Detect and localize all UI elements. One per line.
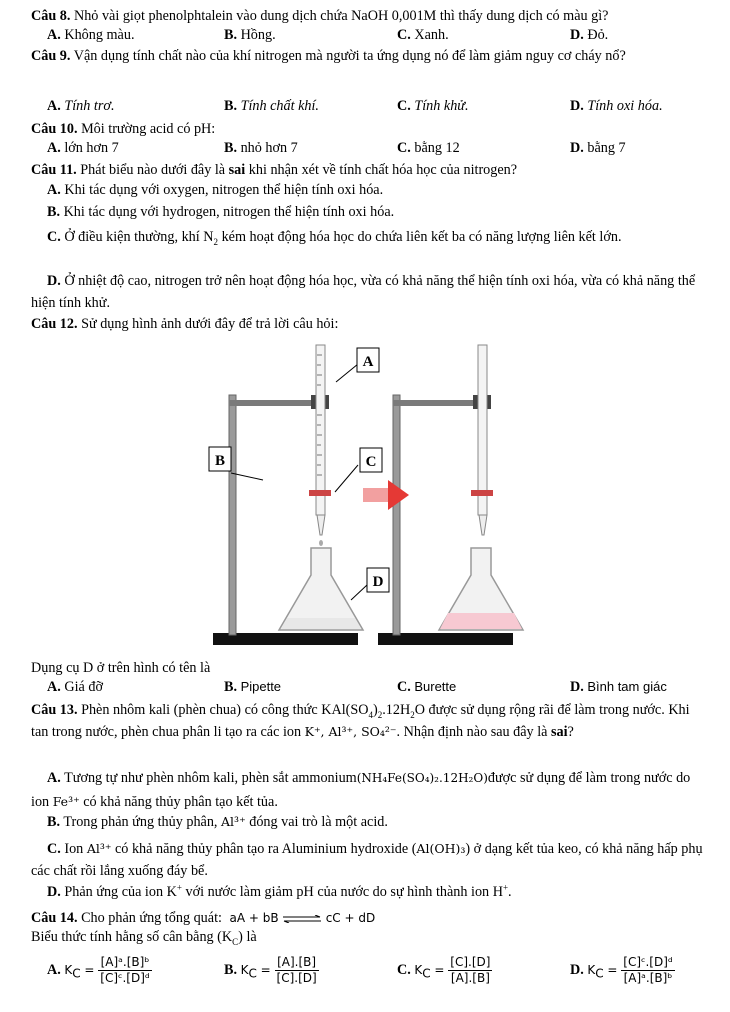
option-text: bằng 7 — [587, 140, 626, 156]
statement-key: A. — [47, 182, 61, 198]
stand-rod-right — [393, 395, 400, 635]
flask-liquid-right — [440, 613, 522, 629]
question-11-emphasis: sai — [228, 162, 246, 178]
ion: Al³⁺ — [221, 814, 246, 829]
option-key: B. — [224, 140, 238, 156]
clamp-arm-left — [229, 400, 325, 406]
statement-key: B. — [47, 204, 61, 220]
subscript: C — [232, 936, 239, 947]
statement-text-end: đóng vai trò là một acid. — [249, 814, 388, 830]
option-text: lớn hơn 7 — [64, 140, 119, 156]
subscript: C — [248, 966, 257, 981]
kc-symbol: K — [64, 962, 73, 977]
subscript: C — [595, 966, 604, 981]
statement-text: có khả năng thủy phân tạo ra Aluminium hydroxide ( — [115, 841, 417, 857]
option-b[interactable]: B. $K_C$ = $\frac{[A].[B]}{[C].[D]}$ — [224, 955, 317, 985]
kc-symbol: K — [240, 962, 249, 977]
statement-b[interactable] — [31, 814, 707, 832]
question-8-options — [47, 27, 707, 45]
statement-text: được sử dụng để làm trong nước do ion — [31, 770, 691, 810]
option-text: nhỏ hơn 7 — [240, 140, 298, 156]
denominator: [C].[D] — [276, 971, 317, 985]
question-13-text: .12H — [382, 702, 411, 718]
option-key: D. — [570, 27, 584, 43]
arrow-body — [363, 488, 388, 502]
option-key: D. — [570, 961, 584, 978]
option-c[interactable] — [397, 679, 456, 697]
question-9 — [31, 48, 707, 66]
option-b[interactable] — [224, 140, 298, 158]
option-d[interactable] — [570, 27, 608, 45]
statement-text: Khi tác dụng với oxygen, nitrogen thể hiện tính oxi hóa. — [64, 182, 384, 198]
option-c[interactable] — [397, 140, 460, 158]
question-13-text: . Nhận định nào sau đây là — [396, 724, 548, 740]
option-a[interactable]: A. $K_C$ = $\frac{\text{[A]ᵃ.[B]ᵇ}}{\text{[C]ᶜ.[D]ᵈ}}$ — [47, 955, 150, 985]
question-10-number: Câu 10. — [31, 121, 78, 137]
question-14-number: Câu 14. — [31, 910, 78, 926]
statement-c[interactable] — [31, 226, 707, 248]
formula: Al(OH)₃ — [416, 841, 466, 856]
question-11-number: Câu 11. — [31, 162, 77, 178]
denominator: [C]ᶜ.[D]ᵈ — [100, 971, 150, 985]
statement-b[interactable] — [31, 204, 707, 222]
question-13-text: O được sử dụng rộng rãi để làm trong nước. Khi tan trong nước, phèn chua phân li tạo ra các ion — [31, 702, 690, 740]
fraction — [448, 955, 492, 986]
statement-text: Ở nhiệt độ cao, nitrogen trở nên hoạt động hóa học, vừa có khả năng thể hiện tính oxi hóa, vừa có khả năng thể hiện tính khử. — [31, 273, 696, 311]
kc-symbol: K — [414, 962, 423, 977]
ion-list: K⁺, Al³⁺, SO₄²⁻ — [304, 724, 397, 739]
option-key: B. — [224, 27, 238, 43]
option-key: C. — [397, 140, 411, 156]
option-text: Không màu. — [64, 27, 135, 43]
statement-text-end: ) ở dạng kết tủa keo, có khả năng hấp phụ các chất rồi lắng xuống đáy bể. — [31, 841, 703, 879]
option-text: Hồng. — [240, 27, 276, 43]
statement-text: Ion — [64, 841, 84, 857]
option-key: A. — [47, 679, 61, 695]
question-12-prompt: Dụng cụ D ở trên hình có tên là — [31, 660, 211, 676]
option-key: C. — [397, 27, 411, 43]
flask-liquid-left — [281, 618, 361, 629]
question-10-text: Môi trường acid có pH: — [81, 121, 216, 137]
label-a: A — [362, 354, 374, 370]
question-14-text: Biểu thức tính hằng số cân bằng (K — [31, 929, 233, 945]
question-14-options — [47, 955, 707, 995]
stopcock-left — [309, 490, 331, 496]
drop — [319, 540, 323, 546]
statement-text-end: kém hoạt động hóa học do chứa liên kết ba có năng lượng liên kết lớn. — [221, 229, 622, 245]
option-key: C. — [397, 679, 411, 695]
option-a[interactable] — [47, 27, 135, 45]
superscript: + — [176, 882, 182, 893]
question-14-line2 — [31, 929, 711, 947]
titration-illustration — [203, 340, 537, 652]
option-text: Pipette — [240, 679, 282, 694]
option-text: Tính trơ. — [64, 98, 115, 114]
burette-right — [478, 345, 487, 515]
statement-key: D. — [47, 273, 61, 289]
stopcock-right — [471, 490, 493, 496]
label-b: B — [214, 453, 226, 469]
option-text: Burette — [414, 679, 457, 694]
option-text: bằng 12 — [414, 140, 460, 156]
statement-key: C. — [47, 229, 61, 245]
option-key: B. — [224, 679, 238, 695]
option-text: Tính khử. — [414, 98, 469, 114]
subscript: 2 — [213, 236, 219, 247]
question-14-text-end: ) là — [238, 929, 257, 945]
option-key: A. — [47, 98, 61, 114]
question-11 — [31, 162, 711, 180]
question-13 — [31, 699, 707, 743]
option-text: Giá đỡ — [64, 679, 103, 695]
statement-text-end: . — [508, 884, 512, 900]
question-14-text: Cho phản ứng tổng quát: — [81, 910, 222, 926]
burette-tip-right — [479, 515, 487, 535]
subscript: 4 — [368, 709, 373, 720]
question-9-number: Câu 9. — [31, 48, 71, 64]
option-d[interactable] — [570, 98, 663, 116]
question-13-number: Câu 13. — [31, 702, 78, 718]
option-a[interactable] — [47, 98, 115, 116]
subscript: 2 — [410, 709, 415, 720]
option-c[interactable] — [397, 98, 469, 116]
reaction-right: cC + dD — [325, 911, 376, 925]
reaction-left: aA + bB — [229, 911, 279, 925]
question-11-text-end: khi nhận xét về tính chất hóa học của nitrogen? — [248, 162, 518, 178]
option-c[interactable]: C. $K_C$ = $\frac{[C].[D]}{[A].[B]}$ — [397, 955, 491, 985]
kc-symbol: K — [587, 962, 596, 977]
superscript: + — [502, 882, 509, 893]
statement-text: với nước làm giảm pH của nước do sự hình thành ion H — [185, 884, 503, 900]
option-b[interactable] — [224, 27, 276, 45]
numerator: [C]ᶜ.[D]ᵈ — [623, 955, 673, 969]
numerator: [A]ᵃ.[B]ᵇ — [98, 955, 151, 971]
option-key: A. — [47, 961, 61, 978]
burette-left — [316, 345, 325, 515]
statement-text: Khi tác dụng với hydrogen, nitrogen thể hiện tính oxi hóa. — [63, 204, 395, 220]
option-key: A. — [47, 27, 61, 43]
statement-c[interactable] — [31, 838, 707, 882]
clamp-arm-right — [393, 400, 483, 406]
statement-a[interactable] — [31, 182, 707, 200]
statement-key: B. — [47, 814, 61, 830]
question-13-emphasis: sai — [550, 724, 568, 740]
statement-text: Ở điều kiện thường, khí N — [64, 229, 214, 245]
question-13-text: ) — [373, 702, 378, 718]
statement-a[interactable] — [31, 766, 707, 814]
option-key: D. — [570, 679, 584, 695]
question-8-text: Nhỏ vài giọt phenolphtalein vào dung dịch chứa NaOH 0,001M thì thấy dung dịch có màu gì? — [73, 8, 609, 24]
formula: (NH₄Fe(SO₄)₂.12H₂O) — [356, 771, 488, 785]
question-12-options — [47, 679, 707, 697]
burette-tip-left — [317, 515, 325, 535]
subscript: C — [422, 966, 431, 981]
question-12 — [31, 316, 711, 334]
option-key: B. — [224, 961, 238, 978]
statement-text: Trong phản ứng thủy phân, — [63, 814, 218, 830]
statement-text: Tương tự như phèn nhôm kali, phèn sắt ammonium — [64, 770, 357, 786]
option-text: Tính oxi hóa. — [587, 98, 663, 114]
statement-text: Phản ứng của ion K — [64, 884, 177, 900]
question-11-text: Phát biểu nào dưới đây là — [80, 162, 226, 178]
option-key: B. — [224, 98, 238, 114]
subscript: C — [72, 966, 81, 981]
question-8 — [31, 8, 711, 26]
option-text: Đỏ. — [587, 27, 609, 43]
equilibrium-arrow-icon — [282, 915, 322, 923]
label-line-a — [336, 364, 358, 382]
question-8-number: Câu 8. — [31, 8, 71, 24]
label-line-c — [335, 465, 358, 492]
fraction — [621, 955, 674, 986]
denominator: [A].[B] — [450, 971, 490, 985]
numerator: [A].[B] — [275, 955, 319, 971]
fraction — [98, 955, 151, 986]
statement-d[interactable] — [31, 270, 707, 314]
denominator: [A]ᵃ.[B]ᵇ — [623, 971, 673, 985]
statement-key: D. — [47, 884, 61, 900]
option-d[interactable] — [570, 679, 667, 697]
option-d[interactable]: D. $K_C$ = $\frac{\text{[C]ᶜ.[D]ᵈ}}{\text{[A]ᵃ.[B]ᵇ}}$ — [570, 955, 673, 985]
numerator: [C].[D] — [450, 955, 491, 969]
statement-text-end: có khả năng thủy phân tạo kết tủa. — [83, 794, 278, 810]
statement-key: C. — [47, 841, 61, 857]
label-c: C — [365, 454, 377, 470]
ion: Fe³⁺ — [52, 794, 80, 809]
question-10-options — [47, 140, 707, 158]
option-a[interactable] — [47, 140, 119, 158]
question-9-options — [47, 98, 707, 116]
option-key: C. — [397, 961, 411, 978]
option-key: C. — [397, 98, 411, 114]
subscript: 2 — [377, 709, 383, 720]
titration-figure — [203, 340, 537, 652]
option-a[interactable] — [47, 679, 103, 697]
option-key: A. — [47, 140, 61, 156]
option-key: D. — [570, 140, 584, 156]
question-9-text: Vận dụng tính chất nào của khí nitrogen mà người ta ứng dụng nó để làm giảm nguy cơ cháy nổ? — [73, 48, 626, 64]
option-key: D. — [570, 98, 584, 114]
label-line-d — [351, 585, 367, 600]
option-text: Bình tam giác — [587, 679, 667, 694]
question-12-number: Câu 12. — [31, 316, 78, 332]
option-b[interactable] — [224, 98, 319, 116]
question-13-text: Phèn nhôm kali (phèn chua) có công thức KAl(SO — [81, 702, 369, 718]
question-13-text: ? — [567, 724, 574, 740]
option-text: Tính chất khí. — [240, 98, 319, 114]
question-14 — [31, 910, 711, 928]
label-d: D — [372, 574, 384, 590]
flask-left — [279, 548, 363, 630]
question-12-text: Sử dụng hình ảnh dưới đây để trả lời câu hỏi: — [81, 316, 339, 332]
question-10 — [31, 121, 711, 139]
option-c[interactable] — [397, 27, 449, 45]
stand-rod-left — [229, 395, 236, 635]
statement-d[interactable] — [31, 884, 707, 902]
ion: Al³⁺ — [86, 841, 112, 856]
option-text: Xanh. — [414, 27, 449, 43]
fraction — [275, 955, 319, 986]
option-d[interactable] — [570, 140, 626, 158]
option-b[interactable] — [224, 679, 281, 697]
statement-key: A. — [47, 770, 61, 786]
